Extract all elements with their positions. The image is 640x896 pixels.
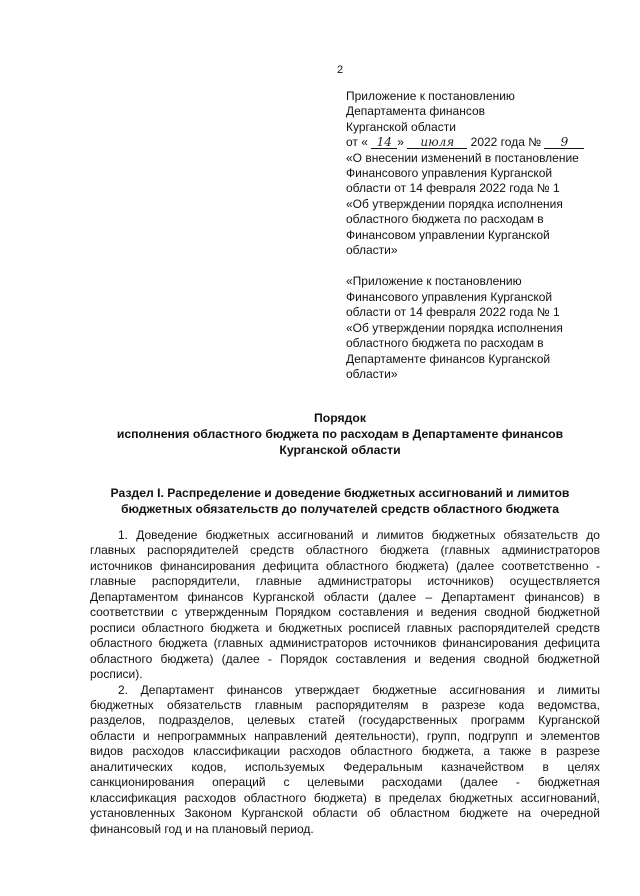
word: источников	[90, 558, 153, 573]
word: целевых	[247, 713, 295, 728]
word: (далее	[378, 589, 417, 604]
word: дефицита	[544, 636, 600, 651]
appendix-quote-line: областного бюджета по расходам в	[346, 336, 544, 351]
word: бюджета	[158, 636, 208, 651]
paragraph-line	[90, 713, 600, 728]
word: разрезе	[556, 744, 600, 759]
word: лимиты	[557, 682, 600, 697]
word: с	[171, 605, 178, 620]
title-line: Курганской области	[279, 443, 401, 457]
word: дефицита	[262, 558, 319, 573]
word: росписи	[90, 620, 136, 635]
title-line: исполнения областного бюджета по расходам в Департаменте финансов	[116, 427, 564, 441]
paragraph-line	[90, 636, 600, 651]
word: (главных	[213, 636, 264, 651]
paragraph-line	[90, 806, 600, 821]
word: –	[425, 589, 433, 604]
paragraph-line	[90, 698, 600, 713]
word: области	[90, 728, 135, 743]
word: непрограммных	[157, 728, 247, 743]
appendix-amend-line: области от 14 февраля 2022 года № 1	[346, 181, 560, 196]
word: финансирования	[442, 636, 538, 651]
word: (далее	[459, 775, 498, 790]
word: Курганской	[252, 589, 315, 604]
paragraph-line	[90, 574, 600, 589]
word: расходов	[132, 744, 185, 759]
word: на	[517, 806, 532, 821]
paragraph	[90, 528, 600, 683]
word: бюджета	[379, 543, 429, 558]
paragraph-line	[90, 543, 600, 558]
word: групп,	[426, 728, 461, 743]
word: статей	[308, 713, 345, 728]
word: до	[586, 528, 600, 542]
word: в	[540, 744, 547, 759]
word: главных	[406, 620, 453, 635]
word: составления	[335, 651, 407, 666]
word: и	[537, 682, 545, 697]
paragraph-line	[90, 605, 600, 620]
word: и	[361, 528, 369, 542]
word: видов	[90, 744, 124, 759]
word: подгрупп	[468, 728, 518, 743]
word: главные	[255, 574, 302, 589]
paragraph-line	[90, 590, 600, 605]
word: Департаментом	[90, 589, 179, 604]
word: операций	[212, 775, 266, 790]
word: распорядителей	[458, 620, 550, 635]
word: и	[414, 651, 421, 666]
word: средств	[556, 620, 600, 635]
word: главных	[90, 543, 136, 558]
word: очередной	[540, 806, 600, 821]
word: росписей	[348, 620, 401, 635]
appendix-amend-line: «Об утверждении порядка исполнения	[346, 196, 563, 211]
appendix-quote-line: Департаменте финансов Курганской	[346, 351, 551, 366]
word: сводной	[484, 605, 531, 620]
word: классификация	[90, 790, 177, 805]
word: администраторы	[317, 574, 412, 589]
word: и	[142, 728, 150, 743]
paragraph-line	[90, 744, 600, 759]
word: Курганской	[538, 713, 600, 728]
appendix-amend-line: Финансовом управлении Курганской	[346, 227, 550, 242]
appendix-line: Приложение к постановлению	[346, 89, 515, 103]
section-line: бюджетных обязательств до получателей средств областного бюджета	[120, 502, 560, 516]
word: Департамент	[441, 589, 516, 604]
word: Департамент	[140, 682, 215, 697]
word: областного	[90, 651, 153, 666]
word: санкционирования	[90, 775, 195, 790]
appendix-quote-line: области от 14 февраля 2022 года № 1	[346, 305, 560, 320]
date-mid: »	[397, 135, 404, 150]
appendix-line: Департамента финансов	[346, 104, 486, 119]
word: разделов,	[90, 713, 146, 728]
word: главным	[254, 697, 303, 712]
paragraph-line	[90, 528, 600, 543]
word: разрезе	[441, 697, 486, 712]
word: бюджета)	[313, 790, 367, 805]
paragraph	[90, 683, 600, 838]
paragraph-line	[90, 729, 600, 744]
appendix-quote-line: «Приложение к постановлению	[346, 274, 522, 289]
word: областного	[350, 744, 413, 759]
word: -	[515, 775, 520, 790]
word: Законом	[184, 806, 232, 821]
word: Порядком	[275, 605, 331, 620]
section-line: Раздел I. Распределение и доведение бюджетных ассигнований и лимитов	[110, 486, 570, 500]
word: казначейством	[441, 759, 524, 774]
word: (далее	[221, 651, 260, 666]
paragraph-line: росписи).	[90, 667, 143, 682]
word: кода	[498, 697, 525, 712]
word: расходов	[184, 790, 237, 805]
word: областного	[305, 543, 369, 558]
word: аналитических	[90, 759, 173, 774]
word: 2.	[118, 682, 129, 697]
word: ведения	[429, 651, 476, 666]
word: главные	[90, 574, 137, 589]
word: в	[593, 589, 600, 604]
word: в	[421, 697, 429, 712]
word: ассигнований,	[520, 790, 600, 805]
word: бюджета	[210, 620, 260, 635]
word: -	[267, 651, 272, 666]
word: (государственных	[358, 713, 458, 728]
word: бюджетной	[537, 605, 600, 620]
word: областного	[243, 790, 307, 805]
document-title	[90, 410, 590, 458]
word: а	[483, 744, 490, 759]
appendix-line: Курганской области	[346, 119, 456, 134]
appendix-amend-line: Финансового управления Курганской	[346, 166, 553, 181]
appendix-amend-line: областного бюджета по расходам в	[346, 212, 544, 227]
word: утвержденным	[184, 605, 268, 620]
appendix-date-line	[346, 135, 608, 150]
word: направлений	[254, 728, 328, 743]
word: ведения	[430, 605, 477, 620]
word: осуществляется	[509, 574, 600, 589]
appendix-block	[346, 89, 608, 382]
word: средств	[250, 543, 295, 558]
word: бюджетных	[449, 790, 513, 805]
word: бюджета)	[395, 558, 449, 573]
word: классификации	[193, 744, 281, 759]
date-month: июля	[407, 136, 467, 149]
word: (главных	[440, 543, 490, 558]
appendix-quote-line: «Об утверждении порядка исполнения	[346, 320, 563, 335]
word: используемых	[245, 759, 325, 774]
word: области	[323, 589, 369, 604]
word: подразделов,	[158, 713, 234, 728]
word: администраторов	[269, 636, 368, 651]
word: бюджета)	[160, 651, 214, 666]
word: распорядителей	[147, 543, 239, 558]
word: ассигнований	[277, 528, 354, 542]
document-body	[90, 528, 600, 837]
word: расходами	[381, 775, 443, 790]
paragraph-line	[90, 775, 600, 790]
word: бюджетных	[205, 528, 270, 542]
word: целях	[567, 759, 600, 774]
word: областного	[141, 620, 204, 635]
date-day: 14	[371, 136, 397, 149]
appendix-quote-line: Финансового управления Курганской	[346, 289, 553, 304]
word: об	[367, 806, 381, 821]
word: обязательств	[503, 528, 579, 542]
word: элементов	[540, 728, 600, 743]
date-suffix: 2022 года №	[470, 135, 542, 150]
word: составления	[338, 605, 409, 620]
doc-number: 9	[544, 136, 584, 149]
word: сводной	[483, 651, 530, 666]
word: бюджетные	[372, 682, 437, 697]
word: соответствии	[90, 605, 164, 620]
word: обязательств	[167, 697, 242, 712]
word: целевыми	[307, 775, 364, 790]
paragraph-line	[90, 791, 600, 806]
word: бюджетных	[278, 620, 343, 635]
word: источников	[373, 636, 437, 651]
word: администраторов	[501, 543, 600, 558]
word: и	[525, 728, 533, 743]
word: области	[312, 806, 358, 821]
word: в	[542, 759, 549, 774]
word: областного	[90, 636, 153, 651]
appendix-quote-line: области»	[346, 366, 398, 381]
word: бюджетных	[90, 697, 154, 712]
appendix-amend-line: «О внесении изменений в постановление	[346, 150, 579, 165]
word: ассигнования	[449, 682, 526, 697]
word: финансов	[187, 589, 244, 604]
word: распорядители,	[151, 574, 240, 589]
word: источников)	[427, 574, 494, 589]
word: Курганской	[241, 806, 304, 821]
word: и	[416, 605, 424, 620]
word: финансов	[226, 682, 283, 697]
word: (далее	[456, 558, 495, 573]
page-number: 2	[336, 64, 344, 76]
word: областного	[325, 558, 389, 573]
word: бюджете	[459, 806, 509, 821]
date-prefix: от «	[346, 135, 368, 150]
word: также	[499, 744, 532, 759]
word: утверждает	[295, 682, 360, 697]
word: бюджета,	[421, 744, 475, 759]
paragraph-line	[90, 621, 600, 636]
word: лимитов	[376, 528, 424, 542]
word: кодов,	[191, 759, 227, 774]
paragraph-line	[90, 683, 600, 698]
paragraph-line: финансовый год и на плановый период.	[90, 821, 314, 836]
word: финансирования	[159, 558, 256, 573]
word: областном	[390, 806, 450, 821]
appendix-amend-line: области»	[346, 243, 398, 258]
paragraph-line	[90, 652, 600, 667]
word: и	[265, 620, 273, 635]
word: 1.	[118, 528, 129, 542]
word: пределах	[388, 790, 442, 805]
word: Федеральным	[343, 759, 423, 774]
word: бюджетных	[431, 528, 496, 542]
paragraph-line	[90, 559, 600, 574]
title-line: Порядок	[314, 411, 366, 425]
word: распорядителям	[315, 697, 409, 712]
word: бюджетная	[537, 775, 600, 790]
word: в	[374, 790, 382, 805]
word: ведомства,	[537, 697, 600, 712]
word: -	[595, 558, 600, 573]
word: с	[283, 775, 290, 790]
word: соответственно	[501, 558, 589, 573]
word: программ	[470, 713, 525, 728]
word: расходов	[289, 744, 342, 759]
word: Порядок	[280, 651, 328, 666]
word: Доведение	[136, 528, 198, 542]
word: бюджетной	[537, 651, 600, 666]
word: деятельности),	[335, 728, 419, 743]
paragraph-line	[90, 760, 600, 775]
word: финансов)	[524, 589, 585, 604]
word: установленных	[90, 806, 175, 821]
section-heading	[90, 485, 590, 517]
